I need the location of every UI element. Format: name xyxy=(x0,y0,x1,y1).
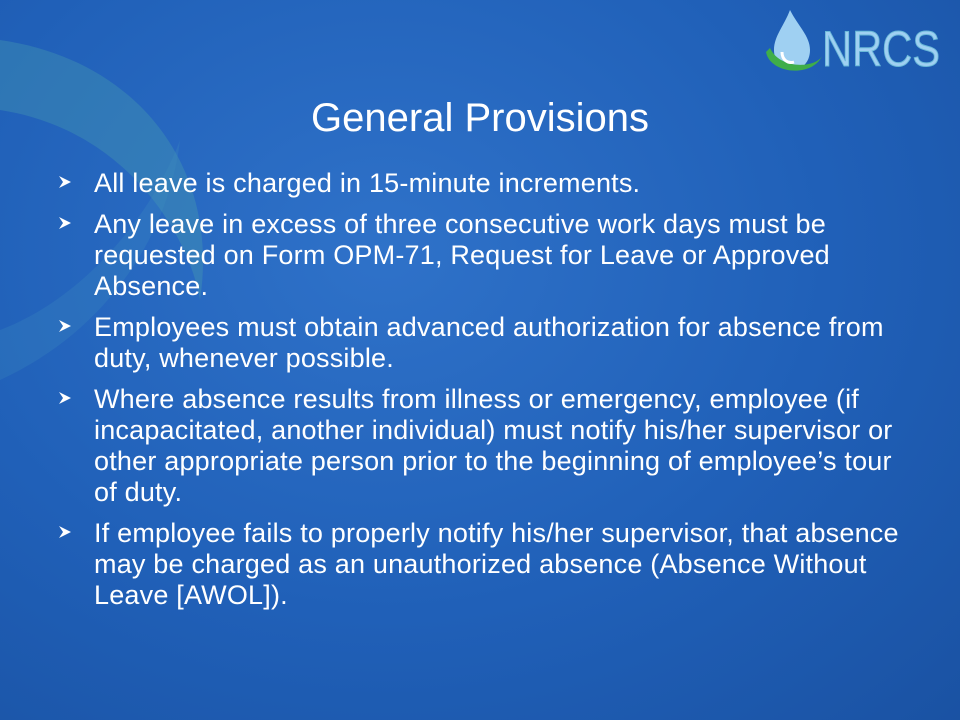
arrowhead-bullet-icon xyxy=(58,312,94,338)
bullet-text: Where absence results from illness or emergency, employee (if incapacitated, another individual) must notify his/her supervisor or other appropriate person prior to the beginning of employee’s tour of duty. xyxy=(94,384,893,507)
bullet-item xyxy=(58,209,904,302)
bullet-list xyxy=(58,168,904,621)
arrowhead-bullet-icon xyxy=(58,209,94,235)
bullet-text: Any leave in excess of three consecutive work days must be requested on Form OPM-71, Request for Leave or Approved Absence. xyxy=(94,209,830,301)
bullet-item xyxy=(58,384,904,508)
arrowhead-bullet-icon xyxy=(58,168,94,194)
bullet-text: Employees must obtain advanced authorization for absence from duty, whenever possible. xyxy=(94,312,884,373)
nrcs-logo xyxy=(760,4,946,82)
bullet-text: All leave is charged in 15-minute increments. xyxy=(94,168,641,198)
bullet-item xyxy=(58,518,904,611)
bullet-item xyxy=(58,168,904,199)
bullet-text: If employee fails to properly notify his/her supervisor, that absence may be charged as an unauthorized absence (Absence Without Leave [AWOL]). xyxy=(94,518,899,610)
slide-title: General Provisions xyxy=(311,96,649,140)
arrowhead-bullet-icon xyxy=(58,384,94,410)
logo-text: NRCS xyxy=(822,21,940,77)
bullet-item xyxy=(58,312,904,374)
arrowhead-bullet-icon xyxy=(58,518,94,544)
